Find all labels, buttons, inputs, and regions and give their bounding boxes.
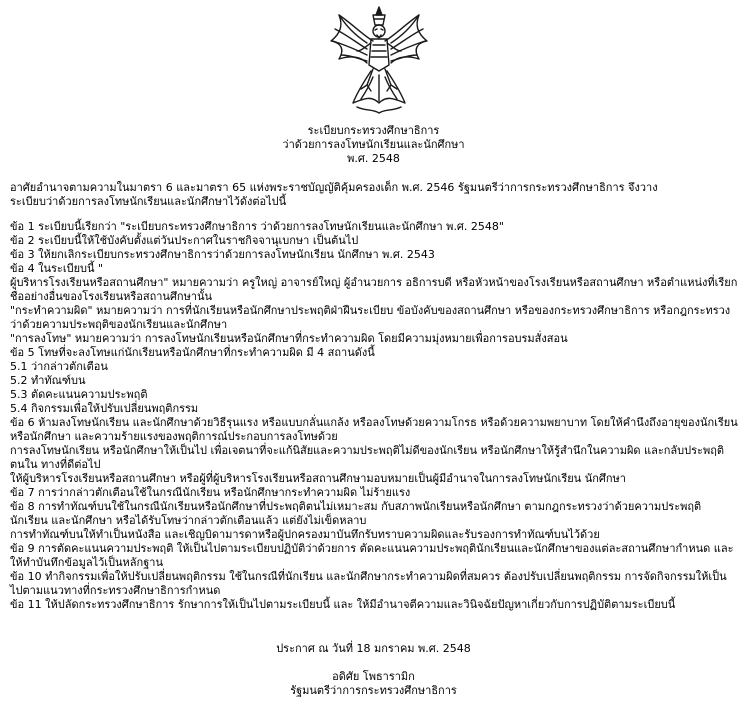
clause-1: ข้อ 1 ระเบียบนี้เรียกว่า "ระเบียบกระทรวงศึกษาธิการ ว่าด้วยการลงโทษนักเรียนและนักศึกษา พ.ศ. 2548" [10,220,504,233]
document-title-block [0,124,747,166]
clause-3: ข้อ 3 ให้ยกเลิกระเบียบกระทรวงศึกษาธิการว่าด้วยการลงโทษนักเรียน นักศึกษา พ.ศ. 2543 [10,248,435,261]
garuda-emblem-icon [327,5,431,115]
definition-administrator: ผู้บริหารโรงเรียนหรือสถานศึกษา" หมายความว่า ครูใหญ่ อาจารย์ใหญ่ ผู้อำนวยการ อธิการบดี หรือหัวหน้าของโรงเรียนหรือสถานศึกษา หรือตำแหน่งที่เรียก ชื่ออย่างอื่นของโรงเรียนหรือสถานศึกษานั้น [10,276,738,303]
title-line-2: ว่าด้วยการลงโทษนักเรียนและนักศึกษา [282,138,465,151]
clause-5-4: 5.4 กิจกรรมเพื่อให้ปรับเปลี่ยนพฤติกรรม [10,402,199,415]
signatory-position: รัฐมนตรีว่าการกระทรวงศึกษาธิการ [290,684,457,697]
clause-6: ข้อ 6 ห้ามลงโทษนักเรียน และนักศึกษาด้วยวิธีรุนแรง หรือแบบกลั่นแกล้ง หรือลงโทษด้วยความโกรธ หรือด้วยความพยาบาท โดยให้คำนึงถึงอายุของนักเรียน หรือนักศึกษา และความร้ายแรงของพฤติการณ์ประกอบการลงโทษด้วย [10,416,738,443]
signoff-block [0,642,747,698]
clauses-list [10,220,738,612]
clause-11: ข้อ 11 ให้ปลัดกระทรวงศึกษาธิการ รักษาการให้เป็นไปตามระเบียบนี้ และ ให้มีอำนาจตีความและวินิจฉัยปัญหาเกี่ยวกับการปฏิบัติตามระเบียบนี้ [10,598,676,611]
definition-offense: "กระทำความผิด" หมายความว่า การที่นักเรียนหรือนักศึกษาประพฤติฝ่าฝืนระเบียบ ข้อบังคับของสถานศึกษา หรือของกระทรวงศึกษาธิการ หรือกฎกระทรวงว่าด้วยความประพฤติของนักเรียนและนักศึกษา [10,304,731,331]
clause-10: ข้อ 10 ทำกิจกรรมเพื่อให้ปรับเปลี่ยนพฤติกรรม ใช้ในกรณีที่นักเรียน และนักศึกษากระทำความผิดที่สมควร ต้องปรับเปลี่ยนพฤติกรรม การจัดกิจกรรมให้เป็นไปตามแนวทางที่กระทรวงศึกษาธิการกำหนด [10,570,727,597]
announcement-date: ประกาศ ณ วันที่ 18 มกราคม พ.ศ. 2548 [276,642,471,655]
title-line-3: พ.ศ. 2548 [347,152,400,165]
preamble [10,181,738,209]
clause-5-3: 5.3 ตัดคะแนนความประพฤติ [10,388,148,401]
clause-2: ข้อ 2 ระเบียบนี้ให้ใช้บังคับตั้งแต่วันประกาศในราชกิจจานุเบกษา เป็นต้นไป [10,234,359,247]
clause-6-para-3: ให้ผู้บริหารโรงเรียนหรือสถานศึกษา หรือผู้ที่ผู้บริหารโรงเรียนหรือสถานศึกษามอบหมายเป็นผู้มีอำนาจในการลงโทษนักเรียน นักศึกษา [10,472,626,485]
clause-5: ข้อ 5 โทษที่จะลงโทษแก่นักเรียนหรือนักศึกษาที่กระทำความผิด มี 4 สถานดังนี้ [10,346,375,359]
clause-5-1: 5.1 ว่ากล่าวตักเตือน [10,360,108,373]
title-line-1: ระเบียบกระทรวงศึกษาธิการ [307,124,440,137]
clause-6-para-2: การลงโทษนักเรียน หรือนักศึกษาให้เป็นไป เพื่อเจตนาที่จะแก้นิสัยและความประพฤติไม่ดีของนักเรียน หรือนักศึกษาให้รู้สำนึกในความผิด และกลับประพฤติตนใน ทางที่ดีต่อไป [10,444,725,471]
clause-8: ข้อ 8 การทำทัณฑ์บนใช้ในกรณีนักเรียนหรือนักศึกษาที่ประพฤติตนไม่เหมาะสม กับสภาพนักเรียนหรือนักศึกษา ตามกฎกระทรวงว่าด้วยความประพฤตินักเรียน และนักศึกษา หรือได้รับโทษว่ากล่าวตักเตือนแล้ว แต่ยังไม่เข็ดหลาบ [10,500,702,527]
preamble-line-2: ระเบียบว่าด้วยการลงโทษนักเรียนและนักศึกษาไว้ดังต่อไปนี้ [10,195,287,208]
definition-punishment: "การลงโทษ" หมายความว่า การลงโทษนักเรียนหรือนักศึกษาที่กระทำความผิด โดยมีความมุ่งหมายเพื่อการอบรมสั่งสอน [10,332,568,345]
clause-9: ข้อ 9 การตัดคะแนนความประพฤติ ให้เป็นไปตามระเบียบปฏิบัติว่าด้วยการ ตัดคะแนนความประพฤตินักเรียนและนักศึกษาของแต่ละสถานศึกษากำหนด และให้ทำบันทึกข้อมูลไว้เป็นหลักฐาน [10,542,734,569]
clause-5-2: 5.2 ทำทัณฑ์บน [10,374,86,387]
signatory-name: อดิศัย โพธารามิก [332,670,415,683]
clause-7: ข้อ 7 การว่ากล่าวตักเตือนใช้ในกรณีนักเรียน หรือนักศึกษากระทำความผิด ไม่ร้ายแรง [10,486,411,499]
clause-4: ข้อ 4 ในระเบียบนี้ " [10,262,104,275]
clause-8-para-2: การทำทัณฑ์บนให้ทำเป็นหนังสือ และเชิญบิดามารดาหรือผู้ปกครองมาบันทึกรับทราบความผิดและรับรองการทำทัณฑ์บนไว้ด้วย [10,528,600,541]
preamble-line-1: อาศัยอำนาจตามความในมาตรา 6 และมาตรา 65 แห่งพระราชบัญญัติคุ้มครองเด็ก พ.ศ. 2546 รัฐมนตรีว่าการกระทรวงศึกษาธิการ จึงวาง [10,181,658,194]
